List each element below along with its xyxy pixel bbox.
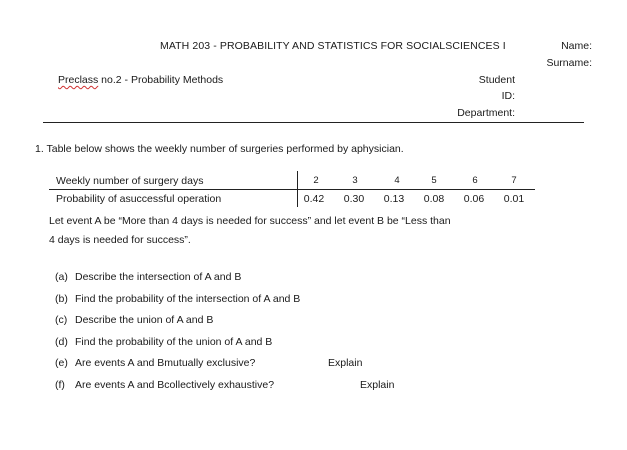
- table-row-label-probability: Probability of asuccessful operation: [56, 193, 222, 205]
- table-cell-probability: 0.08: [423, 193, 445, 205]
- sub-question-f: [55, 379, 274, 391]
- sub-question-text: Find the probability of the intersection of A and B: [75, 293, 301, 305]
- course-title: MATH 203 - PROBABILITY AND STATISTICS FOR SOCIALSCIENCES I: [160, 40, 506, 52]
- sub-question-label: (b): [55, 293, 68, 305]
- sub-question-a: [55, 271, 241, 283]
- sub-question-text: Describe the union of A and B: [75, 314, 214, 326]
- sub-question-b: [55, 293, 300, 305]
- header-divider: [43, 122, 584, 123]
- table-cell-day: 6: [472, 175, 478, 186]
- sub-question-text: Describe the intersection of A and B: [75, 271, 242, 283]
- sub-question-text: Find the probability of the union of A and B: [75, 336, 273, 348]
- sub-question-e: [55, 357, 255, 369]
- table-cell-probability: 0.01: [503, 193, 525, 205]
- table-row-label-days: Weekly number of surgery days: [56, 175, 204, 187]
- table-cell-day: 7: [511, 175, 517, 186]
- event-definition-line-2: 4 days is needed for success”.: [49, 234, 191, 246]
- explain-label-e: Explain: [328, 357, 363, 369]
- name-label: Name:: [561, 40, 592, 52]
- table-divider: [49, 189, 535, 190]
- table-cell-day: 3: [352, 175, 358, 186]
- student-label: Student: [478, 74, 515, 86]
- table-cell-day: 4: [394, 175, 400, 186]
- sub-question-label: (e): [55, 357, 68, 369]
- question-intro: 1. Table below shows the weekly number of surgeries performed by aphysician.: [35, 143, 404, 155]
- table-cell-probability: 0.42: [303, 193, 325, 205]
- sub-question-label: (a): [55, 271, 68, 283]
- table-cell-day: 2: [313, 175, 319, 186]
- sub-question-label: (d): [55, 336, 68, 348]
- event-definition-line-1: Let event A be “More than 4 days is needed for success” and let event B be “Less than: [49, 215, 451, 227]
- preclass-word: Preclass: [58, 74, 99, 86]
- department-label: Department:: [457, 107, 515, 119]
- sub-question-label: (c): [55, 314, 68, 326]
- surname-label: Surname:: [546, 57, 592, 69]
- sub-question-label: (f): [55, 379, 65, 391]
- preclass-heading: [58, 74, 223, 86]
- sub-question-text: Are events A and Bmutually exclusive?: [75, 357, 256, 369]
- id-label: ID:: [501, 90, 515, 102]
- table-cell-probability: 0.06: [463, 193, 485, 205]
- table-cell-probability: 0.30: [343, 193, 365, 205]
- table-cell-probability: 0.13: [383, 193, 405, 205]
- sub-question-text: Are events A and Bcollectively exhaustive?: [75, 379, 275, 391]
- sub-question-d: [55, 336, 272, 348]
- explain-label-f: Explain: [360, 379, 395, 391]
- preclass-subtitle: no.2 - Probability Methods: [98, 74, 224, 86]
- table-cell-day: 5: [431, 175, 437, 186]
- sub-question-c: [55, 314, 213, 326]
